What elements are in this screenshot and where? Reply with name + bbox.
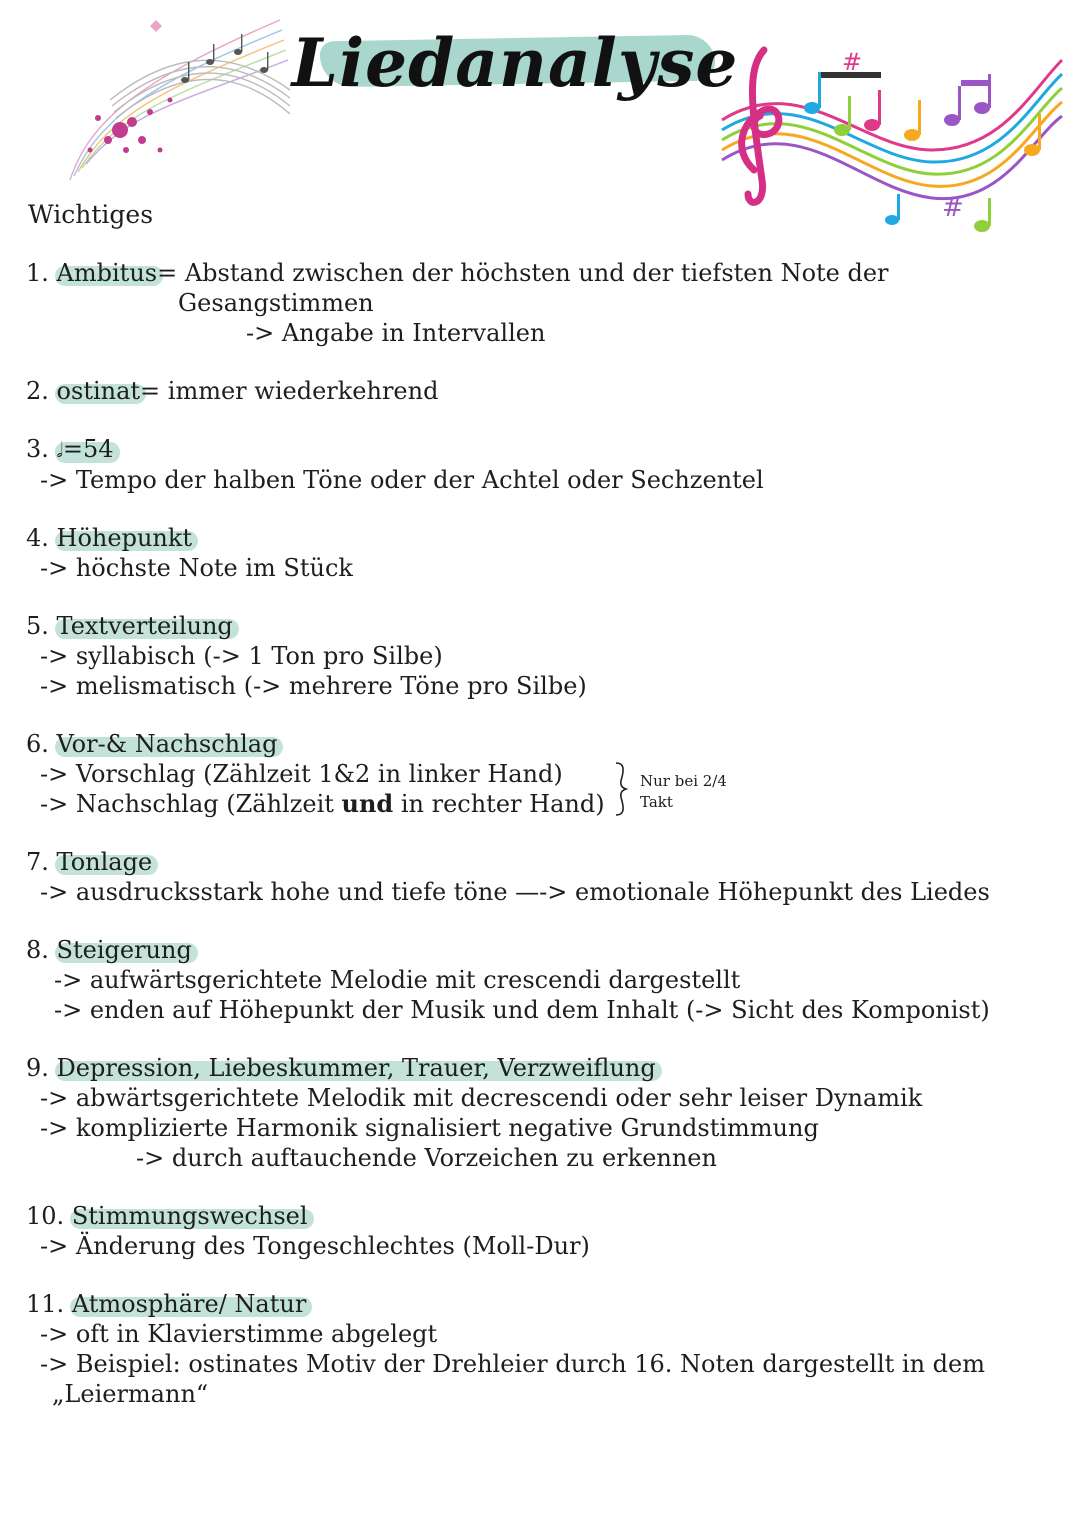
svg-text:#: # (942, 193, 964, 223)
item-term: ostinat (56, 377, 141, 405)
item-line: -> syllabisch (-> 1 Ton pro Silbe) (40, 642, 443, 670)
list-item (26, 258, 1066, 348)
item-line: -> komplizierte Harmonik signalisiert negative Grundstimmung (40, 1114, 819, 1142)
item-term: Ambitus (56, 259, 158, 287)
item-number: 9. (26, 1054, 49, 1082)
item-line: -> enden auf Höhepunkt der Musik und dem Inhalt (-> Sicht des Komponist) (54, 996, 990, 1024)
side-note: Nur bei 2/4 Takt (640, 772, 727, 811)
item-number: 3. (26, 435, 49, 463)
list-item (26, 523, 1066, 583)
item-number: 8. (26, 936, 49, 964)
colorful-staff-decoration (712, 30, 1072, 245)
item-line: -> aufwärtsgerichtete Melodie mit crescendi dargestellt (54, 966, 741, 994)
item-line: -> melismatisch (-> mehrere Töne pro Silbe) (40, 672, 587, 700)
item-line: -> oft in Klavierstimme abgelegt (40, 1320, 438, 1348)
item-number: 7. (26, 848, 49, 876)
item-term: Vor-& Nachschlag (56, 730, 278, 758)
item-number: 2. (26, 377, 49, 405)
list-item (26, 434, 1066, 495)
item-number: 10. (26, 1202, 65, 1230)
item-term: Textverteilung (56, 612, 233, 640)
item-line: -> Tempo der halben Töne oder der Achtel oder Sechzentel (40, 466, 764, 494)
music-swirl-decoration (50, 0, 300, 190)
item-definition: = immer wiederkehrend (140, 377, 439, 405)
item-line: -> Vorschlag (Zählzeit 1&2 in linker Hand) (40, 760, 563, 788)
item-list (26, 258, 1066, 1437)
item-line: -> durch auftauchende Vorzeichen zu erkennen (136, 1144, 717, 1172)
list-item (26, 611, 1066, 701)
list-item (26, 1053, 1066, 1173)
item-line: -> höchste Note im Stück (40, 554, 353, 582)
page-title: Liedanalyse (291, 24, 739, 102)
bold-word: und (341, 789, 394, 818)
list-item (26, 847, 1066, 907)
list-item (26, 729, 1066, 819)
item-number: 11. (26, 1290, 65, 1318)
item-line: -> abwärtsgerichtete Melodik mit decrescendi oder sehr leiser Dynamik (40, 1084, 923, 1112)
list-item (26, 1289, 1066, 1409)
item-number: 5. (26, 612, 49, 640)
item-term: Tonlage (56, 848, 153, 876)
list-item (26, 376, 1066, 406)
half-note-icon: 𝅗𝅥 (56, 438, 63, 462)
item-term: Stimmungswechsel (71, 1202, 308, 1230)
item-term: Depression, Liebeskummer, Trauer, Verzweiflung (56, 1054, 656, 1082)
item-line: „Leiermann“ (52, 1380, 209, 1408)
item-number: 6. (26, 730, 49, 758)
item-definition: = Abstand zwischen der höchsten und der tiefsten Note der (157, 259, 889, 287)
curly-brace-icon (608, 759, 638, 819)
item-line: Gesangstimmen (178, 289, 374, 317)
title-block (291, 8, 739, 118)
item-line: -> Nachschlag (Zählzeit und in rechter Hand) (40, 789, 605, 818)
item-line: -> Änderung des Tongeschlechtes (Moll-Dur) (40, 1232, 590, 1260)
section-heading: Wichtiges (28, 200, 154, 229)
item-term: Atmosphäre/ Natur (71, 1290, 307, 1318)
list-item (26, 1201, 1066, 1261)
item-number: 4. (26, 524, 49, 552)
item-number: 1. (26, 259, 49, 287)
tempo-marking: 𝅗𝅥=54 (56, 435, 114, 463)
item-line: -> Beispiel: ostinates Motiv der Drehleier durch 16. Noten dargestellt in dem (40, 1350, 985, 1378)
svg-text:#: # (842, 48, 863, 76)
item-line: -> Angabe in Intervallen (246, 319, 546, 347)
item-line: -> ausdrucksstark hohe und tiefe töne —-> emotionale Höhepunkt des Liedes (40, 878, 990, 906)
item-term: Höhepunkt (56, 524, 193, 552)
item-term: Steigerung (56, 936, 192, 964)
list-item (26, 935, 1066, 1025)
